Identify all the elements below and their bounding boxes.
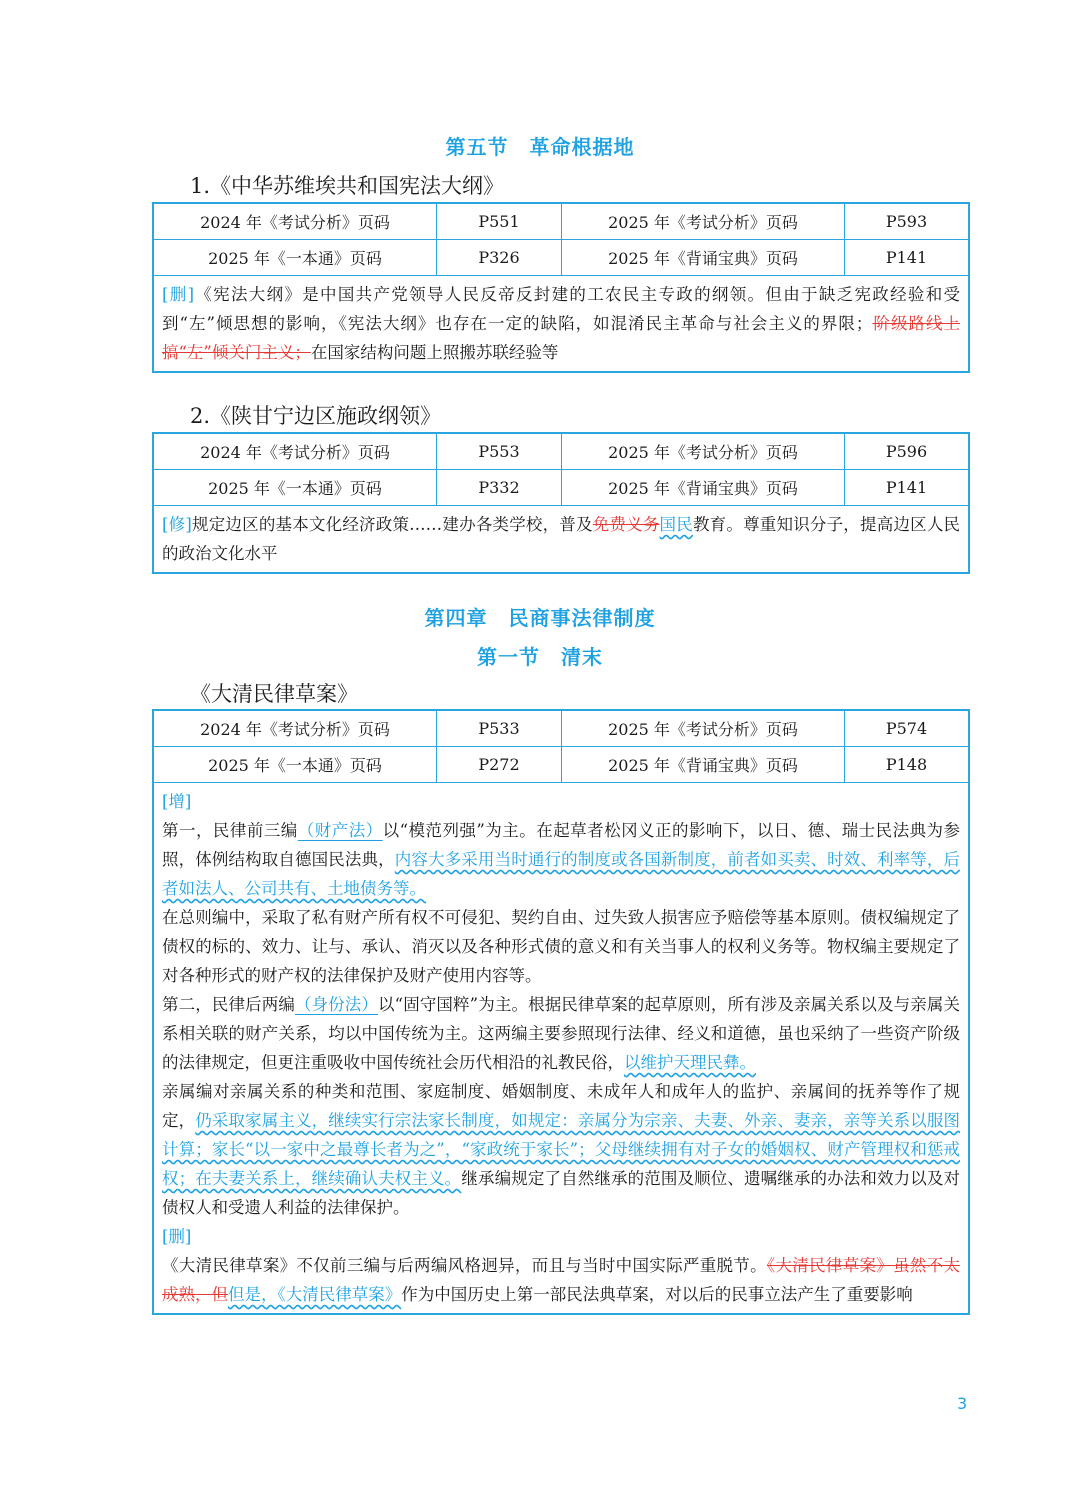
table-cell: P326 — [437, 240, 562, 276]
table-cell: 2024 年《考试分析》页码 — [154, 711, 437, 747]
table-row — [154, 204, 968, 240]
table-cell: P272 — [437, 747, 562, 783]
chapter-title: 第四章 民商事法律制度 — [424, 606, 656, 630]
entry-box-3 — [152, 709, 970, 1315]
entry-box-2 — [152, 432, 970, 574]
inserted-text: 以维护天理民彝。 — [624, 1053, 756, 1072]
paragraph — [162, 816, 960, 903]
table-cell: 2024 年《考试分析》页码 — [154, 434, 437, 470]
table-cell: P141 — [845, 240, 969, 276]
table-cell: 2025 年《一本通》页码 — [154, 470, 437, 506]
note-body: 在国家结构问题上照搬苏联经验等 — [310, 343, 559, 362]
text-run: 以“模范列强”为主。在起草者松冈义正的影响下，以日、德、瑞士民法典为参照，体例结构取自德国民法典， — [162, 821, 961, 869]
inserted-text: 但是，《大清民律草案》 — [228, 1285, 402, 1304]
table-cell: P574 — [845, 711, 969, 747]
paragraph: 在总则编中，采取了私有财产所有权不可侵犯、契约自由、过失致人损害应予赔偿等基本原则。债权编规定了债权的标的、效力、让与、承认、消灭以及各种形式债的意义和有关当事人的权利义务等。物权编主要规定了对各种形式的财产权的法律保护及财产使用内容等。 — [162, 908, 960, 985]
text-run: 作为中国历史上第一部民法典草案，对以后的民事立法产生了重要影响 — [401, 1285, 913, 1304]
table-cell: P332 — [437, 470, 562, 506]
table-row — [154, 747, 968, 783]
text-run: 第二，民律后两编 — [162, 995, 295, 1014]
table-cell: 2025 年《考试分析》页码 — [562, 434, 845, 470]
table-cell: P593 — [845, 204, 969, 240]
delete-tag: [删] — [162, 285, 195, 304]
inserted-text: 仍采取家属主义，继续实行宗法家长制度，如规定：亲属分为宗亲、夫妻、外亲、妻亲，亲等关系以服图计算；家长“以一家中之最尊长者为之”，“家政统于家长”；父母继续拥有对子女的婚姻权、财产管理权和惩戒权；在夫妻关系上，继续确认夫权主义。 — [162, 1111, 961, 1188]
entry-title-2: 2.《陕甘宁边区施政纲领》 — [190, 404, 442, 428]
delete-tag: [删] — [162, 1227, 192, 1246]
table-cell: P148 — [845, 747, 969, 783]
text-run: 第一，民律前三编 — [162, 821, 298, 840]
section-title: 第一节 清末 — [477, 645, 603, 669]
text-run: 《大清民律草案》不仅前三编与后两编风格迥异，而且与当时中国实际严重脱节。 — [162, 1256, 767, 1275]
table-cell: P141 — [845, 470, 969, 506]
page-ref-table — [154, 711, 968, 783]
table-cell: P533 — [437, 711, 562, 747]
table-cell: P551 — [437, 204, 562, 240]
deleted-text: 阶级路线上搞“左”倾关门主义； — [162, 314, 961, 362]
text-run: 亲属编对亲属关系的种类和范围、家庭制度、婚姻制度、未成年人和成年人的监护、亲属间的抚养等作了规定， — [162, 1082, 960, 1130]
table-cell: 2025 年《背诵宝典》页码 — [562, 470, 845, 506]
table-cell: 2025 年《背诵宝典》页码 — [562, 747, 845, 783]
table-cell: P596 — [845, 434, 969, 470]
paragraph — [162, 1077, 960, 1222]
table-row — [154, 240, 968, 276]
entry-title-1: 1.《中华苏维埃共和国宪法大纲》 — [190, 174, 505, 198]
note-body: 教育。尊重知识分子，提高边区人民的政治文化水平 — [162, 515, 961, 563]
paragraph — [162, 990, 960, 1077]
revise-tag: [修] — [162, 515, 192, 534]
note-body: 《宪法大纲》是中国共产党领导人民反帝反封建的工农民主专政的纲领。但由于缺乏宪政经验和受到“左”倾思想的影响，《宪法大纲》也存在一定的缺陷，如混淆民主革命与社会主义的界限； — [162, 285, 961, 333]
note-text — [154, 506, 968, 572]
table-cell: 2024 年《考试分析》页码 — [154, 204, 437, 240]
note-text — [154, 783, 968, 1313]
table-cell: 2025 年《一本通》页码 — [154, 240, 437, 276]
entry-title-3: 《大清民律草案》 — [190, 682, 358, 706]
table-row — [154, 711, 968, 747]
text-run: 以“固守国粹”为主。根据民律草案的起草原则，所有涉及亲属关系以及与亲属关系相关联的财产关系，均以中国传统为主。这两编主要参照现行法律、经义和道德，虽也采纳了一些资产阶级的法律规定，但更注重吸收中国传统社会历代相沿的礼教民俗， — [162, 995, 961, 1072]
deleted-text: 免费义务 — [592, 515, 660, 534]
add-tag: [增] — [162, 792, 192, 811]
table-cell: 2025 年《背诵宝典》页码 — [562, 240, 845, 276]
table-row — [154, 434, 968, 470]
inserted-text: 国民 — [659, 515, 693, 534]
page-ref-table — [154, 434, 968, 506]
note-text — [154, 276, 968, 371]
note-body: 规定边区的基本文化经济政策……建办各类学校，普及 — [191, 515, 593, 534]
entry-box-1 — [152, 202, 970, 373]
page-ref-table — [154, 204, 968, 276]
text-run: 继承编规定了自然继承的范围及顺位、遗嘱继承的办法和效力以及对债权人和受遗人利益的法律保护。 — [162, 1169, 961, 1217]
section-title: 第五节 革命根据地 — [445, 135, 635, 159]
page-number: 3 — [957, 1394, 968, 1413]
table-cell: 2025 年《考试分析》页码 — [562, 711, 845, 747]
table-cell: P553 — [437, 434, 562, 470]
table-cell: 2025 年《一本通》页码 — [154, 747, 437, 783]
deleted-text: 《大清民律草案》虽然不太成熟，但 — [162, 1256, 961, 1304]
inserted-text: 内容大多采用当时通行的制度或各国新制度，前者如买卖、时效、利率等，后者如法人、公司共有、土地债务等。 — [162, 850, 961, 898]
table-cell: 2025 年《考试分析》页码 — [562, 204, 845, 240]
inserted-text: （身份法） — [294, 995, 379, 1014]
table-row — [154, 470, 968, 506]
inserted-text: （财产法） — [297, 821, 383, 840]
paragraph — [162, 1251, 960, 1309]
